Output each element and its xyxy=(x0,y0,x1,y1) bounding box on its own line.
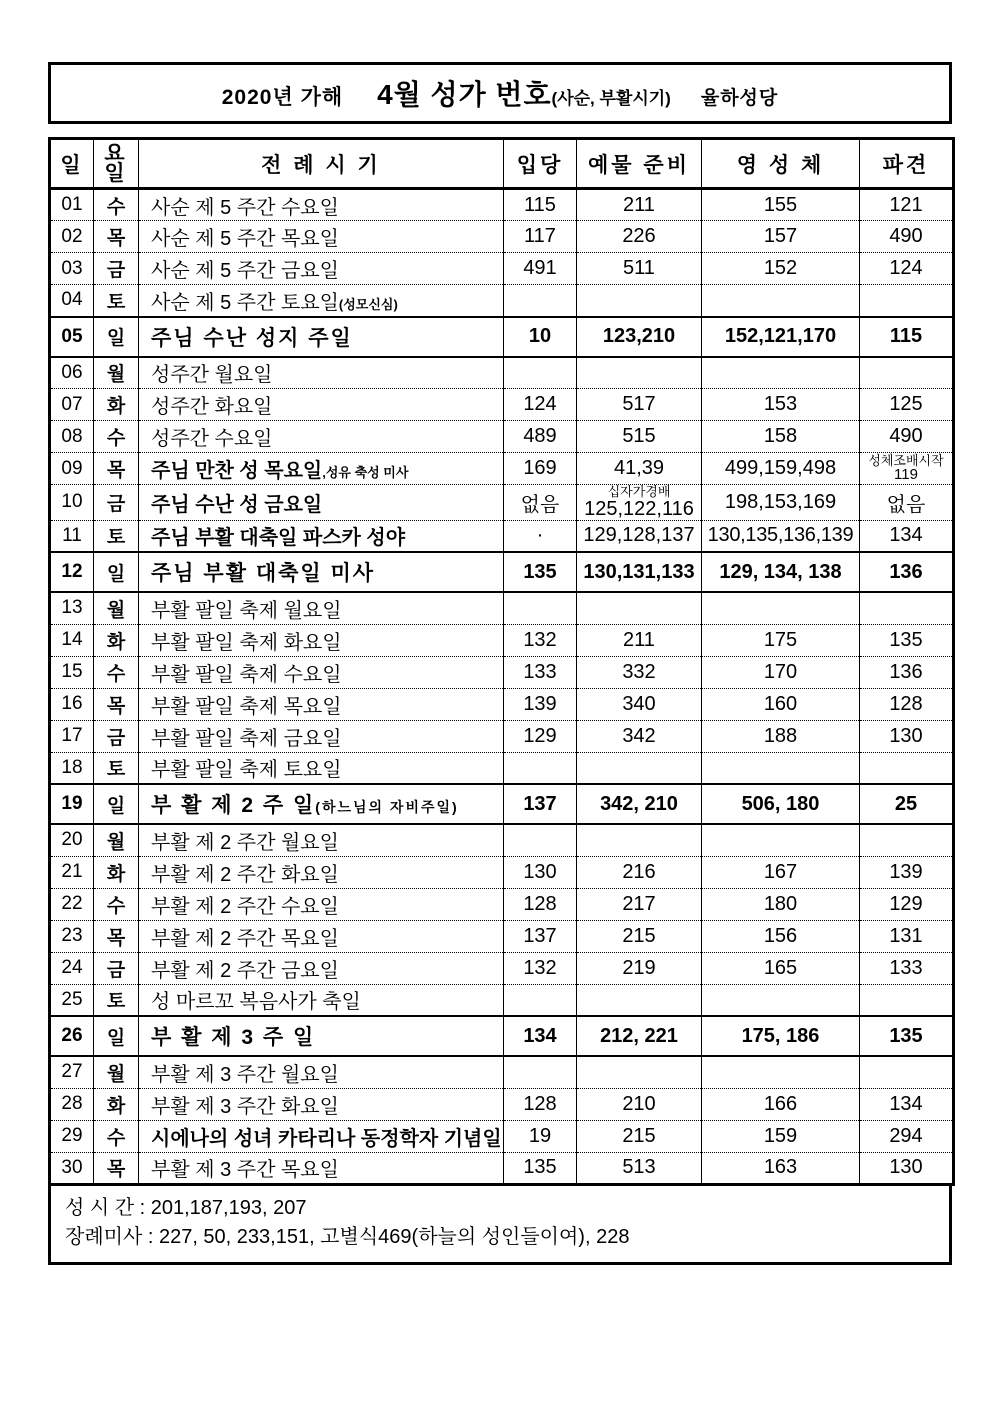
description-main: 부 활 제 2 주 일 xyxy=(151,794,316,818)
cell-day-of-week: 수 xyxy=(94,1120,139,1152)
cell-entrance xyxy=(504,1056,577,1088)
cell-day: 10 xyxy=(50,485,94,521)
cell-offertory: 215 xyxy=(577,920,702,952)
table-row xyxy=(50,984,954,1016)
cell-dismissal: 없음 xyxy=(860,485,954,521)
cell-offertory xyxy=(577,824,702,856)
table-row xyxy=(50,552,954,592)
cell-entrance: 137 xyxy=(504,784,577,824)
cell-communion: 155 xyxy=(702,189,860,221)
cell-day: 04 xyxy=(50,285,94,317)
cell-description: 부활 팔일 축제 토요일 xyxy=(139,752,504,784)
column-header-offertory: 예물 준비 xyxy=(577,139,702,189)
cell-entrance: 133 xyxy=(504,656,577,688)
cell-communion: 506, 180 xyxy=(702,784,860,824)
cell-entrance: 491 xyxy=(504,253,577,285)
cell-description: 부활 팔일 축제 금요일 xyxy=(139,720,504,752)
cell-day: 25 xyxy=(50,984,94,1016)
cell-dismissal: 130 xyxy=(860,1152,954,1184)
cell-day-of-week: 수 xyxy=(94,656,139,688)
cell-description: 주님 부활 대축일 파스카 성야 xyxy=(139,520,504,552)
table-row xyxy=(50,592,954,624)
cell-entrance: 없음 xyxy=(504,485,577,521)
cell-description xyxy=(139,453,504,485)
table-row xyxy=(50,784,954,824)
cell-description: 성주간 화요일 xyxy=(139,389,504,421)
cell-day-of-week: 목 xyxy=(94,920,139,952)
cell-day: 19 xyxy=(50,784,94,824)
cell-day-of-week: 토 xyxy=(94,752,139,784)
cell-day-of-week: 목 xyxy=(94,1152,139,1184)
table-row xyxy=(50,1056,954,1088)
cell-offertory-note: 십자가경배 xyxy=(607,484,671,499)
cell-day: 06 xyxy=(50,357,94,389)
cell-communion: 153 xyxy=(702,389,860,421)
table-row xyxy=(50,285,954,317)
cell-dismissal: 25 xyxy=(860,784,954,824)
cell-offertory xyxy=(577,357,702,389)
cell-offertory: 511 xyxy=(577,253,702,285)
table-row xyxy=(50,1088,954,1120)
cell-dismissal: 136 xyxy=(860,656,954,688)
cell-offertory: 515 xyxy=(577,421,702,453)
cell-entrance: 124 xyxy=(504,389,577,421)
cell-dismissal: 490 xyxy=(860,221,954,253)
cell-dismissal: 134 xyxy=(860,1088,954,1120)
cell-communion: 165 xyxy=(702,952,860,984)
cell-dismissal: 135 xyxy=(860,1016,954,1056)
cell-communion: 160 xyxy=(702,688,860,720)
cell-entrance: 115 xyxy=(504,189,577,221)
cell-dismissal: 134 xyxy=(860,520,954,552)
table-row xyxy=(50,824,954,856)
cell-dismissal: 121 xyxy=(860,189,954,221)
cell-description: 부활 제 2 주간 금요일 xyxy=(139,952,504,984)
cell-dismissal xyxy=(860,592,954,624)
cell-offertory: 211 xyxy=(577,624,702,656)
table-row xyxy=(50,389,954,421)
cell-entrance: 135 xyxy=(504,1152,577,1184)
table-row xyxy=(50,317,954,357)
table-row xyxy=(50,888,954,920)
cell-day: 30 xyxy=(50,1152,94,1184)
column-header-day: 일 xyxy=(50,139,94,189)
cell-day: 11 xyxy=(50,520,94,552)
cell-offertory xyxy=(577,485,702,521)
column-header-entrance: 입당 xyxy=(504,139,577,189)
cell-dismissal xyxy=(860,824,954,856)
cell-day-of-week: 수 xyxy=(94,888,139,920)
table-row xyxy=(50,752,954,784)
cell-day-of-week: 목 xyxy=(94,221,139,253)
cell-dismissal: 294 xyxy=(860,1120,954,1152)
cell-communion: 175 xyxy=(702,624,860,656)
cell-day: 20 xyxy=(50,824,94,856)
table-row xyxy=(50,453,954,485)
cell-day: 13 xyxy=(50,592,94,624)
cell-description: 부활 제 2 주간 목요일 xyxy=(139,920,504,952)
cell-entrance: 19 xyxy=(504,1120,577,1152)
cell-day: 17 xyxy=(50,720,94,752)
cell-day: 14 xyxy=(50,624,94,656)
cell-description: 시에나의 성녀 카타리나 동정학자 기념일 xyxy=(139,1120,504,1152)
cell-description: 주님 수난 성 금요일 xyxy=(139,485,504,521)
cell-description: 부활 팔일 축제 수요일 xyxy=(139,656,504,688)
cell-communion: 152 xyxy=(702,253,860,285)
cell-communion: 170 xyxy=(702,656,860,688)
cell-day-of-week: 화 xyxy=(94,856,139,888)
cell-dismissal: 115 xyxy=(860,317,954,357)
description-note: ,성유 축성 미사 xyxy=(322,465,409,480)
cell-communion: 188 xyxy=(702,720,860,752)
cell-communion: 156 xyxy=(702,920,860,952)
footer-funeral-mass: 장례미사 : 227, 50, 233,151, 고별식469(하늘의 성인들이여), 228 xyxy=(65,1225,630,1248)
cell-description xyxy=(139,285,504,317)
cell-communion: 157 xyxy=(702,221,860,253)
cell-communion xyxy=(702,752,860,784)
cell-communion: 167 xyxy=(702,856,860,888)
cell-description: 부활 팔일 축제 목요일 xyxy=(139,688,504,720)
cell-description xyxy=(139,784,504,824)
cell-description: 부활 제 3 주간 월요일 xyxy=(139,1056,504,1088)
cell-offertory: 215 xyxy=(577,1120,702,1152)
cell-day: 08 xyxy=(50,421,94,453)
cell-offertory xyxy=(577,285,702,317)
cell-offertory: 212, 221 xyxy=(577,1016,702,1056)
cell-description: 사순 제 5 주간 수요일 xyxy=(139,189,504,221)
cell-communion: 499,159,498 xyxy=(702,453,860,485)
cell-dismissal xyxy=(860,752,954,784)
table-header-row xyxy=(50,139,954,189)
footer-holy-hour: 성 시 간 : 201,187,193, 207 xyxy=(65,1196,307,1219)
cell-entrance: 137 xyxy=(504,920,577,952)
cell-communion: 129, 134, 138 xyxy=(702,552,860,592)
cell-day-of-week: 수 xyxy=(94,421,139,453)
cell-communion: 166 xyxy=(702,1088,860,1120)
cell-day-of-week: 월 xyxy=(94,592,139,624)
cell-dismissal xyxy=(860,357,954,389)
table-row xyxy=(50,952,954,984)
cell-description: 부활 제 2 주간 월요일 xyxy=(139,824,504,856)
cell-description: 부활 제 3 주간 목요일 xyxy=(139,1152,504,1184)
cell-description: 부활 팔일 축제 월요일 xyxy=(139,592,504,624)
table-row xyxy=(50,656,954,688)
cell-day: 18 xyxy=(50,752,94,784)
cell-day-of-week: 월 xyxy=(94,824,139,856)
table-row xyxy=(50,1016,954,1056)
cell-communion: 159 xyxy=(702,1120,860,1152)
cell-entrance: 128 xyxy=(504,888,577,920)
cell-offertory xyxy=(577,752,702,784)
cell-offertory: 41,39 xyxy=(577,453,702,485)
table-row xyxy=(50,624,954,656)
title-season: (사순, 부활시기) xyxy=(551,89,671,108)
cell-offertory: 517 xyxy=(577,389,702,421)
cell-day: 22 xyxy=(50,888,94,920)
cell-offertory xyxy=(577,592,702,624)
cell-entrance xyxy=(504,285,577,317)
cell-communion: 198,153,169 xyxy=(702,485,860,521)
cell-entrance: 134 xyxy=(504,1016,577,1056)
cell-offertory: 211 xyxy=(577,189,702,221)
cell-communion xyxy=(702,984,860,1016)
cell-entrance: 130 xyxy=(504,856,577,888)
cell-offertory: 219 xyxy=(577,952,702,984)
cell-communion xyxy=(702,1056,860,1088)
column-header-dow: 요 일 xyxy=(94,139,139,189)
cell-offertory: 123,210 xyxy=(577,317,702,357)
table-row xyxy=(50,720,954,752)
cell-dismissal: 124 xyxy=(860,253,954,285)
table-row xyxy=(50,688,954,720)
cell-dismissal xyxy=(860,285,954,317)
cell-day: 27 xyxy=(50,1056,94,1088)
cell-offertory: 216 xyxy=(577,856,702,888)
cell-day-of-week: 화 xyxy=(94,624,139,656)
cell-day: 28 xyxy=(50,1088,94,1120)
column-header-dismissal: 파견 xyxy=(860,139,954,189)
cell-entrance: 129 xyxy=(504,720,577,752)
cell-dismissal: 129 xyxy=(860,888,954,920)
title-parish: 율하성당 xyxy=(700,88,779,109)
cell-dismissal: 490 xyxy=(860,421,954,453)
cell-day-of-week: 월 xyxy=(94,357,139,389)
cell-day: 21 xyxy=(50,856,94,888)
cell-day-of-week: 금 xyxy=(94,485,139,521)
cell-offertory: 129,128,137 xyxy=(577,520,702,552)
description-main: 주님 만찬 성 목요일 xyxy=(151,460,323,482)
cell-dismissal: 131 xyxy=(860,920,954,952)
table-row xyxy=(50,485,954,521)
cell-description: 주님 수난 성지 주일 xyxy=(139,317,504,357)
cell-description: 성주간 월요일 xyxy=(139,357,504,389)
table-row xyxy=(50,1152,954,1184)
cell-description: 성주간 수요일 xyxy=(139,421,504,453)
cell-communion xyxy=(702,824,860,856)
cell-day-of-week: 금 xyxy=(94,720,139,752)
page-title: 4월 성가 번호 xyxy=(377,79,552,110)
table-row xyxy=(50,856,954,888)
cell-day-of-week: 화 xyxy=(94,1088,139,1120)
table-row xyxy=(50,221,954,253)
cell-day-of-week: 목 xyxy=(94,453,139,485)
cell-entrance: 139 xyxy=(504,688,577,720)
cell-description: 사순 제 5 주간 목요일 xyxy=(139,221,504,253)
cell-offertory: 342, 210 xyxy=(577,784,702,824)
cell-description: 성 마르꼬 복음사가 축일 xyxy=(139,984,504,1016)
cell-dismissal xyxy=(860,984,954,1016)
column-header-description: 전 례 시 기 xyxy=(139,139,504,189)
cell-day: 05 xyxy=(50,317,94,357)
cell-day: 24 xyxy=(50,952,94,984)
cell-dismissal: 128 xyxy=(860,688,954,720)
cell-day-of-week: 금 xyxy=(94,253,139,285)
cell-day: 09 xyxy=(50,453,94,485)
cell-dismissal: 125 xyxy=(860,389,954,421)
table-row xyxy=(50,421,954,453)
hymn-table xyxy=(48,137,955,1186)
cell-entrance: 135 xyxy=(504,552,577,592)
cell-description: 주님 부활 대축일 미사 xyxy=(139,552,504,592)
cell-offertory: 130,131,133 xyxy=(577,552,702,592)
cell-dismissal xyxy=(860,1056,954,1088)
cell-day: 15 xyxy=(50,656,94,688)
cell-entrance: 169 xyxy=(504,453,577,485)
cell-dismissal: 136 xyxy=(860,552,954,592)
table-row xyxy=(50,253,954,285)
description-note: (하느님의 자비주일) xyxy=(315,799,459,816)
description-note: (성모신심) xyxy=(338,296,398,312)
cell-communion xyxy=(702,357,860,389)
cell-entrance xyxy=(504,357,577,389)
cell-dismissal: 130 xyxy=(860,720,954,752)
cell-description: 부 활 제 3 주 일 xyxy=(139,1016,504,1056)
cell-day: 03 xyxy=(50,253,94,285)
cell-description: 부활 제 3 주간 화요일 xyxy=(139,1088,504,1120)
cell-communion: 163 xyxy=(702,1152,860,1184)
cell-description: 부활 제 2 주간 수요일 xyxy=(139,888,504,920)
cell-day-of-week: 토 xyxy=(94,285,139,317)
cell-day-of-week: 일 xyxy=(94,1016,139,1056)
cell-dismissal-value: 119 xyxy=(894,466,918,484)
cell-dismissal: 133 xyxy=(860,952,954,984)
cell-entrance: 132 xyxy=(504,624,577,656)
footer-notes xyxy=(48,1186,952,1265)
cell-day: 02 xyxy=(50,221,94,253)
cell-day-of-week: 화 xyxy=(94,389,139,421)
cell-entrance: · xyxy=(504,520,577,552)
cell-entrance: 489 xyxy=(504,421,577,453)
cell-day: 29 xyxy=(50,1120,94,1152)
cell-day-of-week: 일 xyxy=(94,784,139,824)
cell-offertory: 340 xyxy=(577,688,702,720)
cell-dismissal: 135 xyxy=(860,624,954,656)
cell-offertory xyxy=(577,984,702,1016)
cell-day: 07 xyxy=(50,389,94,421)
cell-communion: 158 xyxy=(702,421,860,453)
title-box xyxy=(48,62,952,124)
cell-day-of-week: 목 xyxy=(94,688,139,720)
cell-entrance xyxy=(504,824,577,856)
cell-communion xyxy=(702,285,860,317)
title-year: 2020년 가해 xyxy=(221,86,344,109)
cell-dismissal-note: 성체조배시작 xyxy=(868,452,944,468)
cell-offertory: 217 xyxy=(577,888,702,920)
cell-day-of-week: 수 xyxy=(94,189,139,221)
cell-communion: 180 xyxy=(702,888,860,920)
cell-day-of-week: 토 xyxy=(94,520,139,552)
cell-dismissal xyxy=(860,453,954,485)
column-header-communion: 영 성 체 xyxy=(702,139,860,189)
cell-offertory-value: 125,122,116 xyxy=(584,497,694,520)
cell-entrance: 128 xyxy=(504,1088,577,1120)
table-row xyxy=(50,189,954,221)
cell-dismissal: 139 xyxy=(860,856,954,888)
table-row xyxy=(50,920,954,952)
cell-entrance: 117 xyxy=(504,221,577,253)
cell-offertory: 226 xyxy=(577,221,702,253)
cell-day: 01 xyxy=(50,189,94,221)
cell-description: 사순 제 5 주간 금요일 xyxy=(139,253,504,285)
cell-offertory: 513 xyxy=(577,1152,702,1184)
cell-description: 부활 팔일 축제 화요일 xyxy=(139,624,504,656)
table-row xyxy=(50,357,954,389)
cell-offertory xyxy=(577,1056,702,1088)
cell-communion: 175, 186 xyxy=(702,1016,860,1056)
cell-day: 26 xyxy=(50,1016,94,1056)
cell-entrance xyxy=(504,592,577,624)
cell-offertory: 210 xyxy=(577,1088,702,1120)
cell-entrance xyxy=(504,752,577,784)
table-body xyxy=(50,189,954,1185)
cell-entrance: 10 xyxy=(504,317,577,357)
cell-day-of-week: 토 xyxy=(94,984,139,1016)
cell-entrance: 132 xyxy=(504,952,577,984)
cell-communion: 152,121,170 xyxy=(702,317,860,357)
table-row xyxy=(50,1120,954,1152)
cell-day-of-week: 일 xyxy=(94,317,139,357)
cell-day: 16 xyxy=(50,688,94,720)
cell-communion: 130,135,136,139 xyxy=(702,520,860,552)
cell-offertory: 342 xyxy=(577,720,702,752)
description-main: 사순 제 5 주간 토요일 xyxy=(151,291,339,314)
cell-offertory: 332 xyxy=(577,656,702,688)
cell-day: 12 xyxy=(50,552,94,592)
cell-day: 23 xyxy=(50,920,94,952)
cell-day-of-week: 일 xyxy=(94,552,139,592)
cell-day-of-week: 월 xyxy=(94,1056,139,1088)
cell-description: 부활 제 2 주간 화요일 xyxy=(139,856,504,888)
cell-day-of-week: 금 xyxy=(94,952,139,984)
table-row xyxy=(50,520,954,552)
cell-entrance xyxy=(504,984,577,1016)
cell-communion xyxy=(702,592,860,624)
